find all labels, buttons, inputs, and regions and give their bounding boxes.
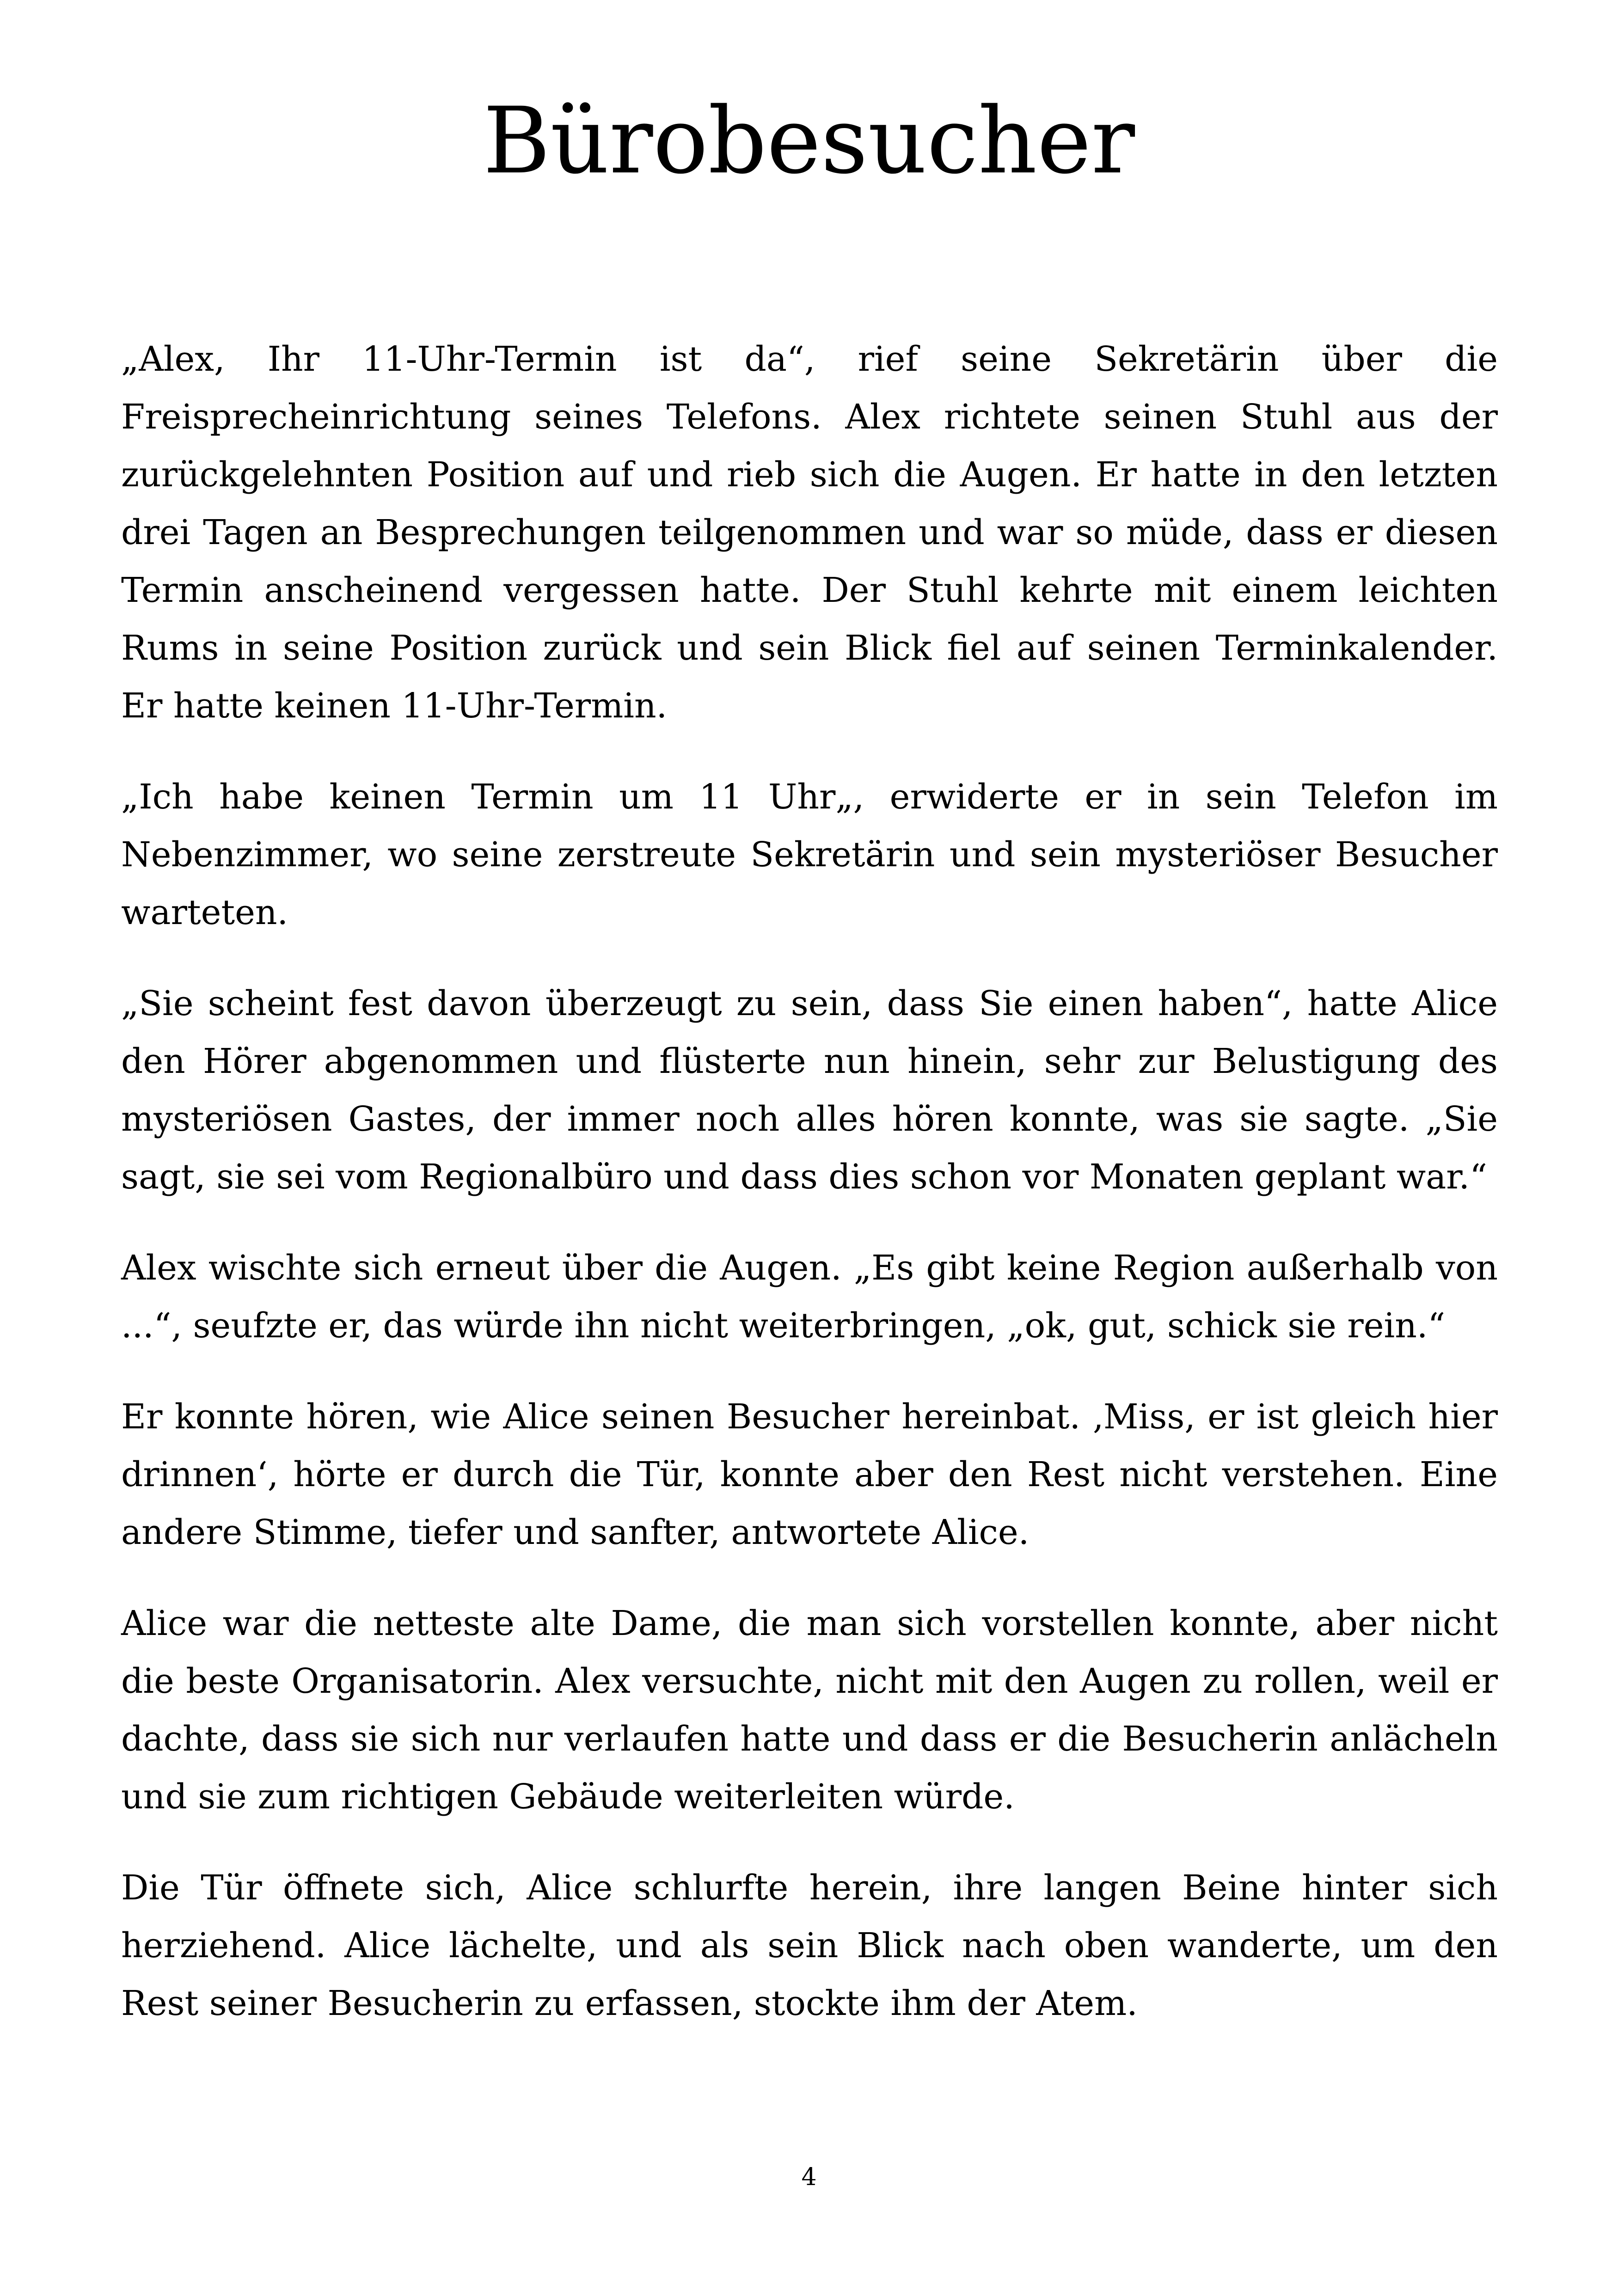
paragraph: „Ich habe keinen Termin um 11 Uhr„, erwiderte er in sein Telefon im Nebenzimmer, wo seine zerstreute Sekretärin und sein mysteriöser Besucher warteten.	[121, 777, 1498, 932]
body-text	[121, 331, 1498, 2066]
paragraph: Die Tür öffnete sich, Alice schlurfte herein, ihre langen Beine hinter sich herziehend. Alice lächelte, und als sein Blick nach oben wanderte, um den Rest seiner Besucherin zu erfassen, stockte ihm der Atem.	[121, 1868, 1498, 2023]
page-number: 4	[801, 2163, 817, 2191]
paragraph: „Sie scheint fest davon überzeugt zu sein, dass Sie einen haben“, hatte Alice den Hörer abgenommen und flüsterte nun hinein, sehr zur Belustigung des mysteriösen Gastes, der immer noch alles hören konnte, was sie sagte. „Sie sagt, sie sei vom Regionalbüro und dass dies schon vor Monaten geplant war.“	[121, 984, 1498, 1197]
paragraph: Alex wischte sich erneut über die Augen. „Es gibt keine Region außerhalb von ...“, seufzte er, das würde ihn nicht weiterbringen, „ok, gut, schick sie rein.“	[121, 1248, 1498, 1346]
paragraph: Er konnte hören, wie Alice seinen Besucher hereinbat. ‚Miss, er ist gleich hier drinnen‘, hörte er durch die Tür, konnte aber den Rest nicht verstehen. Eine andere Stimme, tiefer und sanfter, antwortete Alice.	[121, 1397, 1498, 1552]
paragraph: „Alex, Ihr 11-Uhr-Termin ist da“, rief seine Sekretärin über die Freisprecheinrichtung seines Telefons. Alex richtete seinen Stuhl aus der zurückgelehnten Position auf und rieb sich die Augen. Er hatte in den letzten drei Tagen an Besprechungen teilgenommen und war so müde, dass er diesen Termin anscheinend vergessen hatte. Der Stuhl kehrte mit einem leichten Rums in seine Position zurück und sein Blick fiel auf seinen Terminkalender. Er hatte keinen 11-Uhr-Termin.	[121, 339, 1498, 726]
paragraph: Alice war die netteste alte Dame, die man sich vorstellen konnte, aber nicht die beste Organisatorin. Alex versuchte, nicht mit den Augen zu rollen, weil er dachte, dass sie sich nur verlaufen hatte und dass er die Besucherin anlächeln und sie zum richtigen Gebäude weiterleiten würde.	[121, 1604, 1498, 1817]
page-title: Bürobesucher	[483, 87, 1135, 194]
